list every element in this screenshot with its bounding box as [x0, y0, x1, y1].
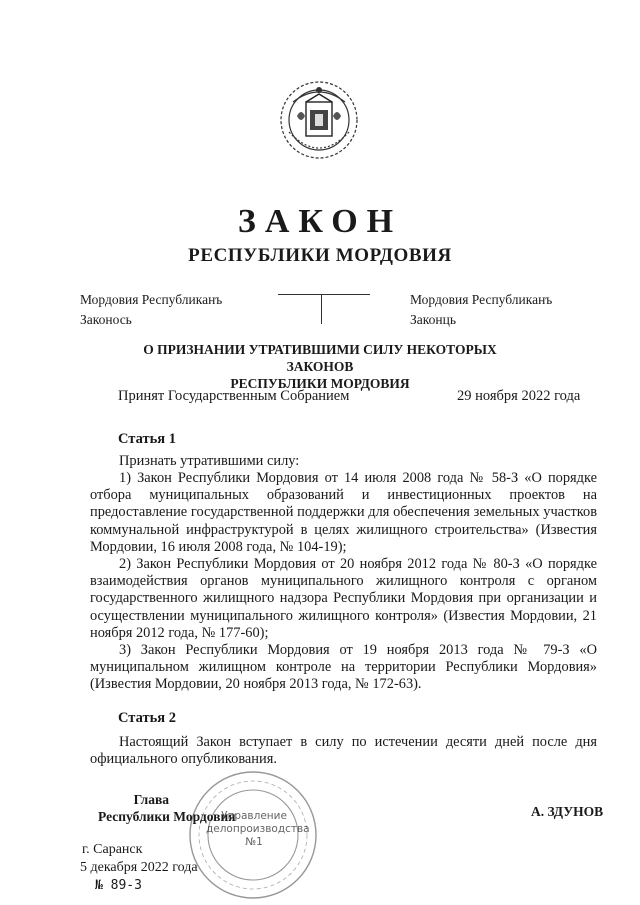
footer-date: 5 декабря 2022 года [80, 860, 198, 875]
header-divider-vertical [321, 294, 322, 324]
signatory-position [98, 791, 236, 825]
article-2-heading: Статья 2 [118, 710, 176, 726]
header-divider-horizontal [278, 294, 370, 295]
footer-number: № 89-З [95, 878, 142, 893]
article-1-item: 1) Закон Республики Мордовия от 14 июля 2008 года № 58-З «О порядке отбора муниципальных образований и инвестиционных проектов на предоставление государственной поддержки для обеспечения земельных участков коммунальной инфраструктурой в целях жилищного строительства» (Известия Мордовии, 16 июля 2008 года, № 104-19); [90, 470, 597, 555]
document-title-line: РЕСПУБЛИКИ МОРДОВИЯ [230, 376, 410, 391]
article-1-item: 2) Закон Республики Мордовия от 20 ноября 2012 года № 80-З «О порядке взаимодействия органов муниципального жилищного контроля с органом государственного жилищного надзора Республики Мордовия при организации и осуществлении муниципального жилищного контроля» (Известия Мордовии, 21 ноября 2012 года, № 177-60); [90, 556, 597, 641]
adopted-date: 29 ноября 2022 года [457, 388, 581, 404]
article-1-heading: Статья 1 [118, 431, 176, 447]
article-1-item: 3) Закон Республики Мордовия от 19 ноября 2013 года № 79-З «О муниципальном жилищном контроле на территории Республики Мордовия» (Известия Мордовии, 20 ноября 2013 года, № 172-63). [90, 642, 597, 693]
signatory-name: А. ЗДУНОВ [531, 804, 604, 819]
signatory-position-line: Республики Мордовия [98, 809, 236, 824]
header-left-block [80, 290, 222, 330]
footer-place: г. Саранск [82, 842, 143, 857]
signatory-position-line: Глава [133, 792, 169, 807]
article-2-text: Настоящий Закон вступает в силу по истечении десяти дней после дня официального опубликования. [90, 734, 597, 768]
republic-subtitle: РЕСПУБЛИКИ МОРДОВИЯ [188, 245, 452, 266]
law-title: ЗАКОН [237, 203, 403, 240]
stamp-line: №1 [245, 836, 263, 848]
stamp-line: делопроизводства [206, 823, 310, 835]
header-right-line: Законць [410, 312, 456, 327]
document-title [110, 341, 530, 392]
stamp-line: Управление [221, 810, 287, 822]
header-left-line: Законось [80, 312, 132, 327]
header-right-block [410, 290, 552, 330]
adopted-by: Принят Государственным Собранием [118, 388, 350, 404]
document-title-line: О ПРИЗНАНИИ УТРАТИВШИМИ СИЛУ НЕКОТОРЫХ ЗАКОНОВ [143, 342, 497, 374]
article-1-intro: Признать утратившими силу: [119, 453, 300, 469]
header-right-line: Мордовия Республиканъ [410, 292, 553, 307]
coat-of-arms-emblem [273, 72, 365, 168]
header-left-line: Мордовия Республиканъ [80, 292, 223, 307]
